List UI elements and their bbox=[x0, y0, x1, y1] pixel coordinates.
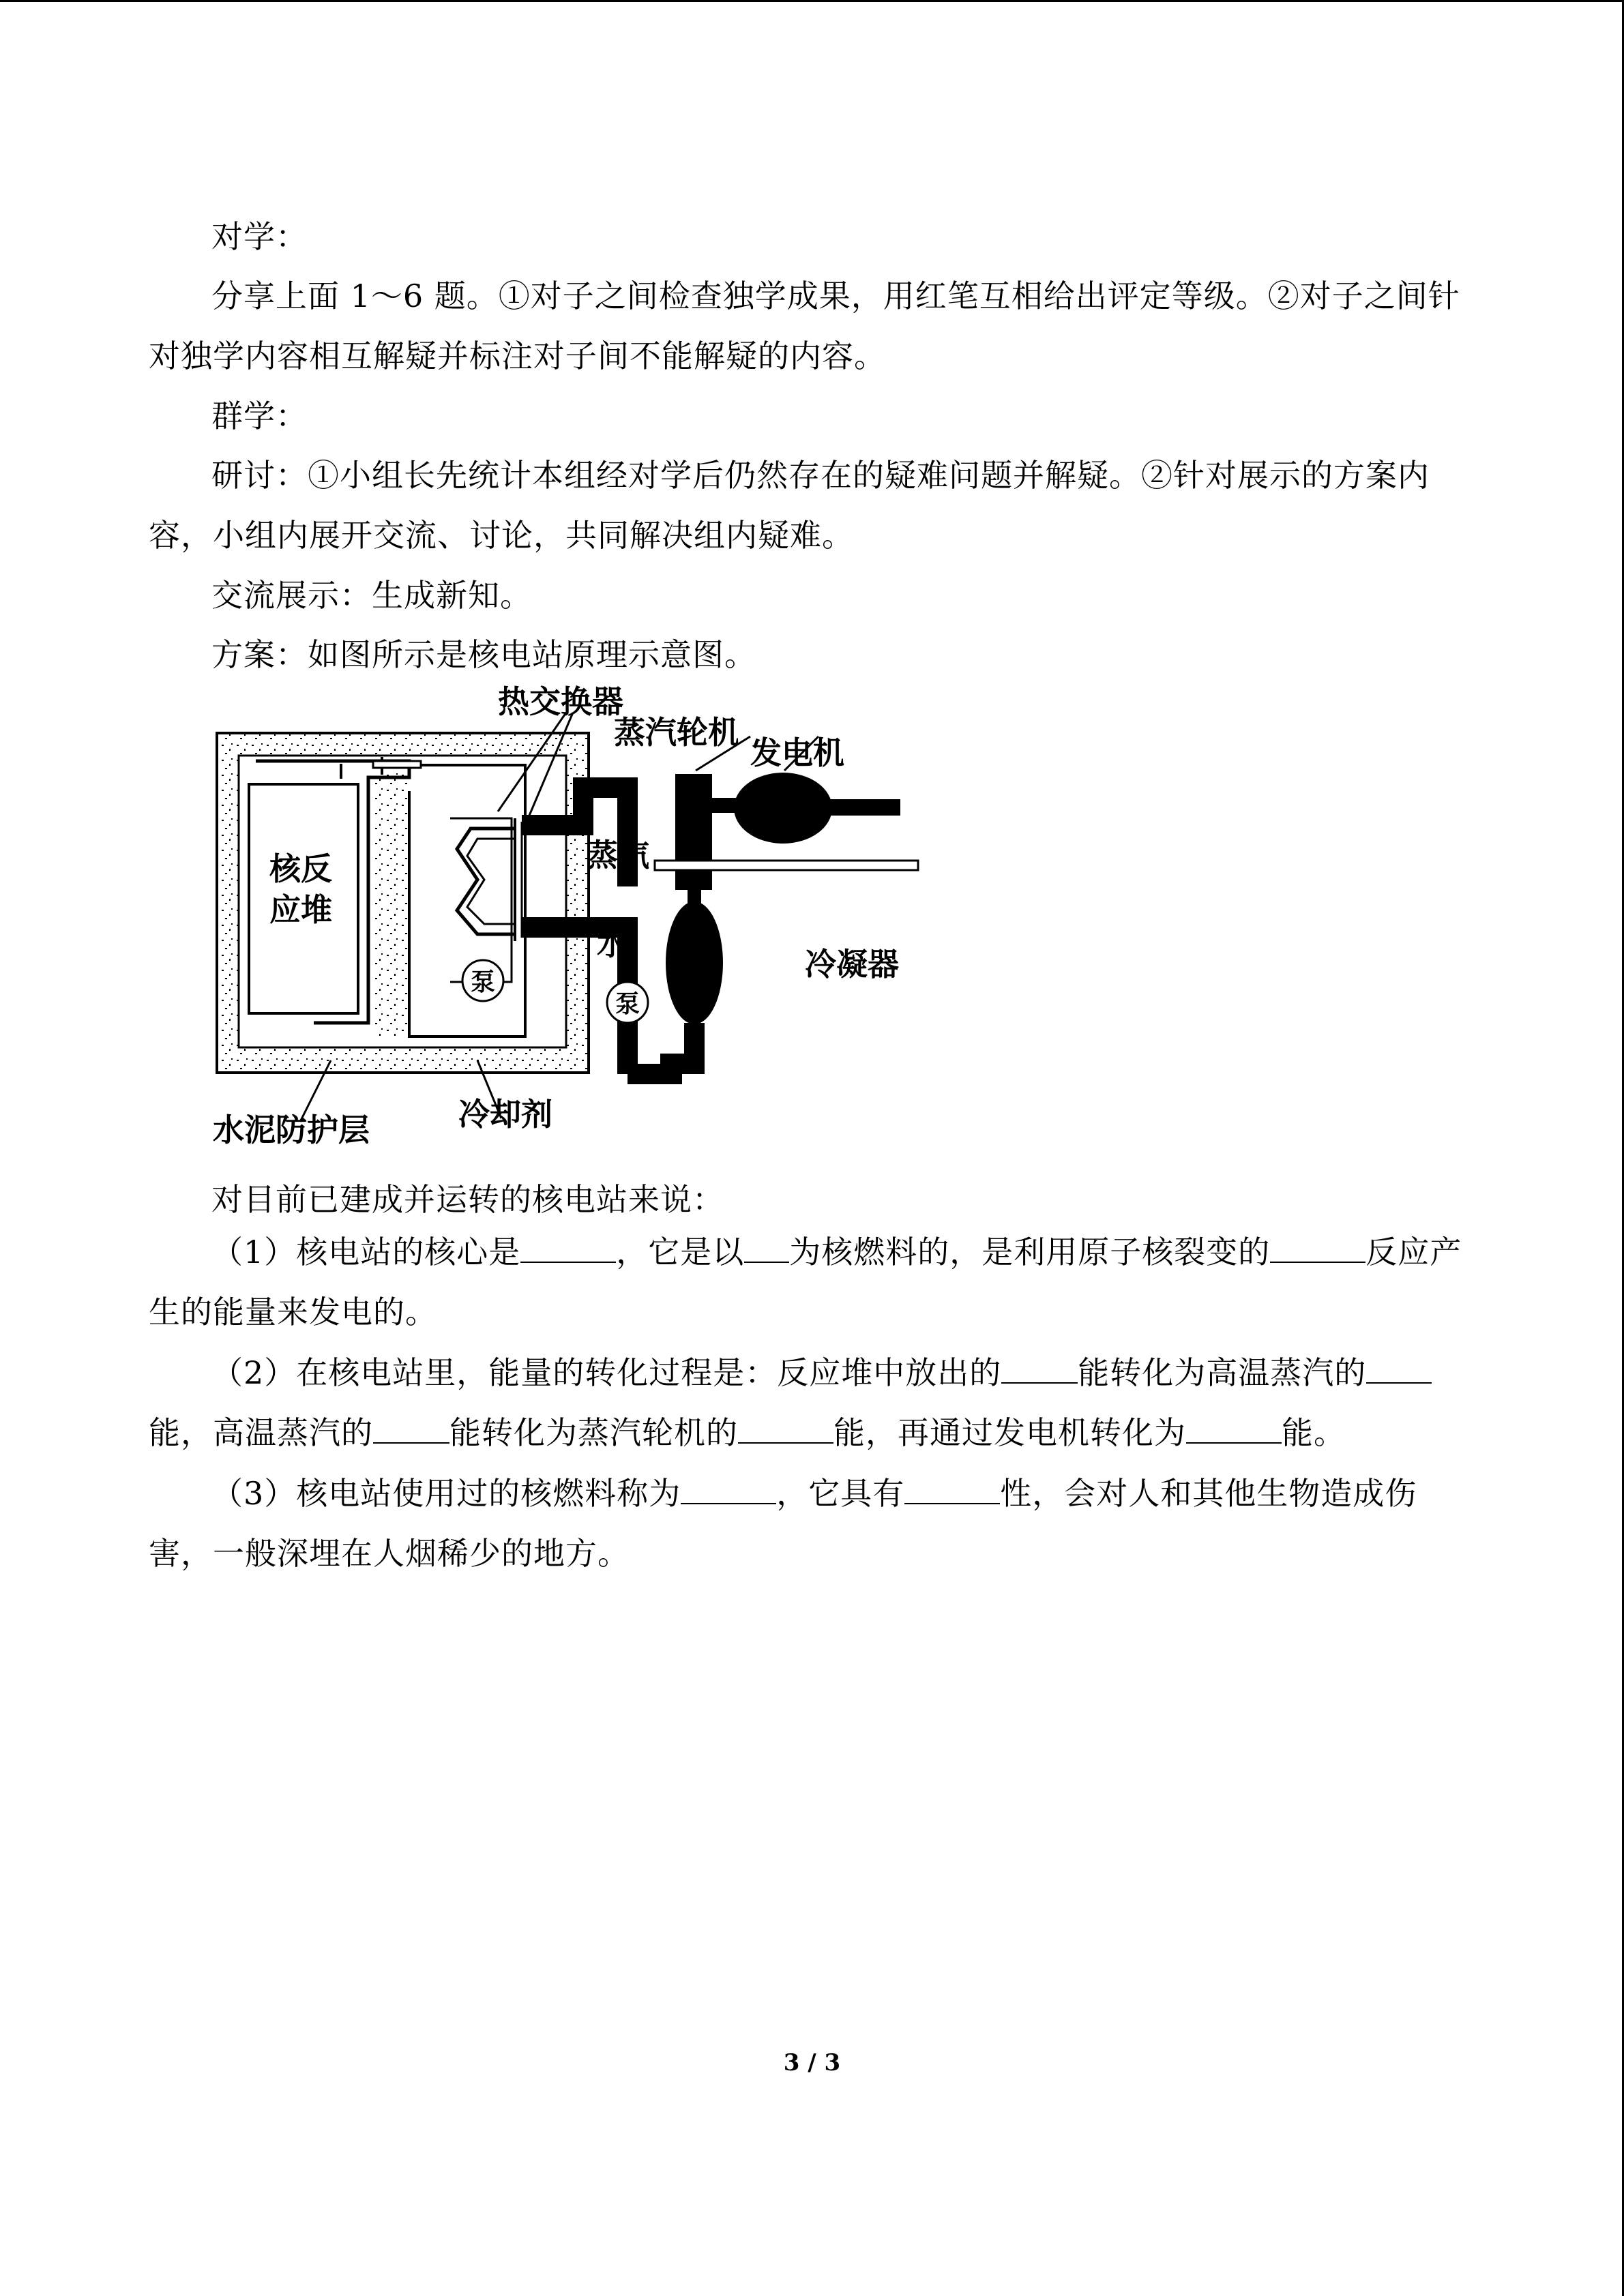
shaft bbox=[655, 861, 918, 870]
pump-outer-icon bbox=[607, 982, 648, 1023]
q1-blank-1[interactable] bbox=[520, 1234, 616, 1263]
label-heat-exchanger: 热交换器 bbox=[498, 683, 623, 720]
paragraph-discussion: 研讨：①小组长先统计本组经对学后仍然存在的疑难问题并解疑。②针对展示的方案内容，小组内展开交流、讨论，共同解决组内疑难。 bbox=[149, 457, 1430, 554]
q2-blank-2[interactable] bbox=[1366, 1355, 1432, 1384]
q3-blank-2[interactable] bbox=[904, 1476, 1000, 1504]
condenser bbox=[666, 870, 723, 1024]
q2-blank-5[interactable] bbox=[1186, 1415, 1282, 1444]
q1-text-d: 反应产生的能量来发电的。 bbox=[149, 1234, 1462, 1330]
question-3 bbox=[149, 1463, 1475, 1583]
page-number: 3 / 3 bbox=[783, 2049, 841, 2076]
paragraph-intro-questions: 对目前已建成并运转的核电站来说： bbox=[211, 1181, 724, 1218]
page-border-top bbox=[0, 0, 1624, 2]
label-condenser: 冷凝器 bbox=[805, 946, 899, 983]
pump-inner-icon bbox=[462, 960, 503, 1001]
q3-text-b: ，它具有 bbox=[776, 1475, 905, 1512]
q2-blank-3[interactable] bbox=[373, 1415, 449, 1444]
q2-blank-4[interactable] bbox=[738, 1415, 833, 1444]
label-coolant: 冷却剂 bbox=[458, 1096, 552, 1133]
question-1 bbox=[149, 1222, 1475, 1342]
label-reactor-line1: 核反 bbox=[269, 850, 332, 887]
q1-text-a: （1）核电站的核心是 bbox=[211, 1234, 521, 1270]
paragraph-share: 分享上面 1～6 题。①对子之间检查独学成果，用红笔互相给出评定等级。②对子之间针对独学内容相互解疑并标注对子间不能解疑的内容。 bbox=[149, 278, 1460, 374]
q1-text-b: ，它是以 bbox=[616, 1234, 745, 1270]
q3-text-a: （3）核电站使用过的核燃料称为 bbox=[211, 1475, 681, 1512]
q1-blank-3[interactable] bbox=[1270, 1234, 1365, 1263]
q2-text-f: 能。 bbox=[1282, 1414, 1346, 1451]
label-steam-turbine: 蒸汽轮机 bbox=[614, 714, 739, 751]
label-reactor-line2: 应堆 bbox=[269, 891, 332, 928]
label-steam: 蒸汽 bbox=[587, 837, 649, 874]
q3-blank-1[interactable] bbox=[681, 1476, 776, 1504]
q1-text-c: 为核燃料的，是利用原子核裂变的 bbox=[789, 1234, 1271, 1270]
q3-text-c: 性，会对人和其他生物造成伤害，一般深埋在人烟稀少的地方。 bbox=[149, 1475, 1417, 1572]
pump-outer-label: 泵 bbox=[615, 990, 640, 1018]
generator bbox=[712, 773, 900, 844]
q1-blank-2[interactable] bbox=[744, 1234, 789, 1263]
q2-text-d: 能转化为蒸汽轮机的 bbox=[449, 1414, 738, 1451]
paragraph-duixue: 对学： bbox=[211, 218, 308, 255]
paragraph-exchange: 交流展示：生成新知。 bbox=[211, 577, 532, 614]
label-concrete-layer: 水泥防护层 bbox=[213, 1112, 370, 1148]
pump-inner-label: 泵 bbox=[470, 968, 496, 996]
q2-text-e: 能，再通过发电机转化为 bbox=[833, 1414, 1186, 1451]
q2-text-c: 能，高温蒸汽的 bbox=[149, 1414, 373, 1451]
q2-text-a: （2）在核电站里，能量的转化过程是：反应堆中放出的 bbox=[211, 1354, 1002, 1391]
paragraph-qunxue: 群学： bbox=[211, 398, 308, 434]
question-2 bbox=[149, 1343, 1475, 1463]
label-generator: 发电机 bbox=[750, 734, 844, 771]
paragraph-plan: 方案：如图所示是核电站原理示意图。 bbox=[211, 636, 756, 673]
q2-blank-1[interactable] bbox=[1001, 1355, 1078, 1384]
nuclear-plant-diagram bbox=[205, 682, 982, 1152]
label-water: 水 bbox=[597, 925, 628, 962]
q2-text-b: 能转化为高温蒸汽的 bbox=[1078, 1354, 1367, 1391]
